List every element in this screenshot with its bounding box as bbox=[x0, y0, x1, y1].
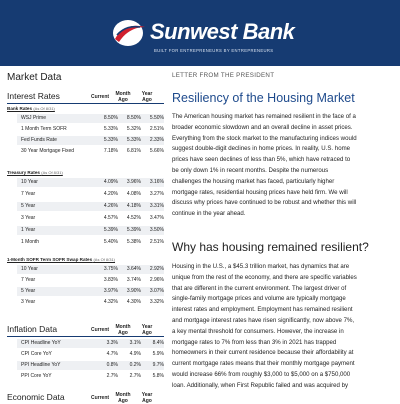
paragraph-line: The American housing market has remained resilient in the face of a bbox=[172, 113, 356, 120]
brand-name: Sunwest Bank bbox=[150, 19, 295, 44]
month-ago-value: 4.52% bbox=[126, 215, 141, 221]
current-value: 4.57% bbox=[103, 215, 118, 221]
paragraph-line: Everything from the stock market to the manufacturing indices would bbox=[172, 134, 357, 142]
col-month-header: Month Ago bbox=[115, 324, 131, 336]
paragraph-line: and mortgage interest rates have risen significantly, now above 7%, bbox=[172, 316, 355, 324]
table-row bbox=[17, 178, 164, 187]
paragraph-line: challenges the housing market has faced, particularly higher bbox=[172, 177, 335, 185]
economic-data-title: Economic Data bbox=[7, 392, 65, 402]
month-ago-value: 8.50% bbox=[126, 115, 141, 121]
table-row bbox=[17, 361, 164, 370]
paragraph-line: would increase 66% from roughly $3,000 to $5,000 on a $750,000 bbox=[172, 370, 351, 378]
current-value: 5.40% bbox=[103, 239, 118, 245]
section-divider bbox=[7, 336, 164, 337]
table-row bbox=[17, 136, 164, 145]
row-label: 5 Year bbox=[21, 203, 36, 209]
col-month-header: Month Ago bbox=[115, 392, 131, 404]
table-row bbox=[17, 202, 164, 211]
paragraph-line: unique from the rest of the economy, and there are specific variables bbox=[172, 273, 357, 281]
year-ago-value: 5.50% bbox=[149, 115, 164, 121]
table-row bbox=[17, 190, 164, 199]
current-value: 4.32% bbox=[103, 299, 118, 305]
interest-rates-title: Interest Rates bbox=[7, 91, 60, 101]
row-label: PPI Headline YoY bbox=[21, 362, 61, 368]
year-ago-value: 5.8% bbox=[152, 373, 164, 379]
row-label: 30 Year Mortgage Fixed bbox=[21, 148, 75, 154]
table-row bbox=[17, 350, 164, 359]
table-row bbox=[17, 339, 164, 348]
month-ago-value: 4.9% bbox=[129, 351, 141, 357]
market-data-panel bbox=[0, 66, 164, 404]
year-ago-value: 2.51% bbox=[149, 239, 164, 245]
article-title: Resiliency of the Housing Market bbox=[172, 91, 355, 105]
paragraph-line: prices have seen declines of less than 5%, which have retraced to bbox=[172, 156, 351, 164]
logo[interactable] bbox=[112, 18, 302, 58]
paragraph-line: be only down 1% in recent months. Despite the numerous bbox=[172, 166, 329, 174]
row-label: CPI Headline YoY bbox=[21, 340, 61, 346]
row-label: PPI Core YoY bbox=[21, 373, 52, 379]
bank-rates-label: Bank Rates bbox=[7, 106, 33, 111]
row-label: 1 Month bbox=[21, 239, 40, 245]
article-subtitle: Why has housing remained resilient? bbox=[172, 240, 369, 254]
table-row bbox=[17, 226, 164, 235]
year-ago-value: 3.50% bbox=[149, 227, 164, 233]
table-row bbox=[17, 298, 164, 307]
table-row bbox=[17, 265, 164, 274]
row-label: 7 Year bbox=[21, 277, 36, 283]
month-ago-value: 3.90% bbox=[126, 288, 141, 294]
current-value: 0.8% bbox=[106, 362, 118, 368]
current-value: 5.33% bbox=[103, 137, 118, 143]
table-row bbox=[17, 238, 164, 247]
treasury-rates-label: Treasury Rates bbox=[7, 170, 40, 175]
paragraph-line: suggest double-digit declines in home prices. In reality, U.S. home bbox=[172, 145, 351, 153]
paragraph-line: discuss why prices have continued to be robust and whether this will bbox=[172, 199, 357, 207]
current-value: 3.97% bbox=[103, 288, 118, 294]
month-ago-value: 5.39% bbox=[126, 227, 141, 233]
year-ago-value: 2.96% bbox=[149, 277, 164, 283]
bank-rates-heading bbox=[7, 106, 55, 111]
paragraph-line: loan. Additionally, when First Republic failed and was acquired by bbox=[172, 381, 349, 389]
article-paragraph-1 bbox=[172, 112, 400, 220]
table-row bbox=[17, 372, 164, 381]
paragraph-line: current mortgage rates means that their monthly mortgage payment bbox=[172, 360, 355, 368]
month-ago-value: 3.64% bbox=[126, 266, 141, 272]
current-value: 3.3% bbox=[106, 340, 118, 346]
swoosh-logo-icon bbox=[112, 18, 146, 48]
row-label: 1 Month Term SOFR bbox=[21, 126, 67, 132]
month-ago-value: 4.30% bbox=[126, 299, 141, 305]
paragraph-line: Housing in the U.S., a $45.3 trillion market, has dynamics that are bbox=[172, 263, 350, 270]
treasury-rates-heading bbox=[7, 170, 63, 175]
year-ago-value: 5.66% bbox=[149, 148, 164, 154]
col-current-header: Current bbox=[91, 327, 110, 333]
current-value: 5.39% bbox=[103, 227, 118, 233]
month-ago-value: 2.7% bbox=[129, 373, 141, 379]
col-current-header: Current bbox=[91, 395, 110, 401]
table-row bbox=[17, 276, 164, 285]
current-value: 2.7% bbox=[106, 373, 118, 379]
paragraph-line: mortgage rates, residential housing prices have held firm. We will bbox=[172, 188, 348, 196]
month-ago-value: 3.74% bbox=[126, 277, 141, 283]
col-year-header: Year Ago bbox=[141, 392, 153, 404]
col-year-header: Year Ago bbox=[141, 91, 153, 103]
paragraph-line: broader economic slowdown and an overall decline in asset prices. bbox=[172, 123, 353, 131]
month-ago-value: 3.96% bbox=[126, 179, 141, 185]
table-row bbox=[17, 214, 164, 223]
current-value: 5.33% bbox=[103, 126, 118, 132]
year-ago-value: 3.32% bbox=[149, 299, 164, 305]
table-row bbox=[17, 147, 164, 156]
paragraph-line: homeowners in their current residence because their affordability at bbox=[172, 349, 354, 357]
header-banner bbox=[0, 0, 400, 66]
month-ago-value: 4.08% bbox=[126, 191, 141, 197]
row-label: 3 Year bbox=[21, 299, 36, 305]
row-label: Fed Funds Rate bbox=[21, 137, 57, 143]
year-ago-value: 2.51% bbox=[149, 126, 164, 132]
row-label: WSJ Prime bbox=[21, 115, 46, 121]
row-label: CPI Core YoY bbox=[21, 351, 52, 357]
current-value: 3.75% bbox=[103, 266, 118, 272]
paragraph-line: interest rates and employment. Employment has remained resilient bbox=[172, 306, 353, 314]
current-value: 7.18% bbox=[103, 148, 118, 154]
col-year-header: Year Ago bbox=[141, 324, 153, 336]
row-label: 10 Year bbox=[21, 179, 38, 185]
paragraph-line: continue in the year ahead. bbox=[172, 210, 246, 218]
year-ago-value: 3.47% bbox=[149, 215, 164, 221]
letter-label: LETTER FROM THE PRESIDENT bbox=[172, 72, 275, 79]
month-ago-value: 5.32% bbox=[126, 126, 141, 132]
as-of-date: (As Of 8/31) bbox=[41, 170, 63, 175]
year-ago-value: 5.9% bbox=[152, 351, 164, 357]
letter-panel bbox=[172, 66, 400, 400]
section-divider bbox=[7, 103, 164, 104]
year-ago-value: 2.33% bbox=[149, 137, 164, 143]
as-of-date: (As Of 8/31) bbox=[93, 257, 116, 262]
current-value: 4.26% bbox=[103, 203, 118, 209]
swap-rates-heading bbox=[7, 257, 115, 262]
swap-rates-label: 1-Month SOFR Term SOFR Swap Rates bbox=[7, 257, 93, 262]
month-ago-value: 6.81% bbox=[126, 148, 141, 154]
month-ago-value: 0.2% bbox=[129, 362, 141, 368]
col-month-header: Month Ago bbox=[115, 91, 131, 103]
year-ago-value: 3.31% bbox=[149, 203, 164, 209]
table-row bbox=[17, 114, 164, 123]
table-row bbox=[17, 125, 164, 134]
market-data-title: Market Data bbox=[7, 72, 62, 83]
paragraph-line: a key mental threshold for consumers. However, the increase in bbox=[172, 327, 344, 335]
article-paragraph-2 bbox=[172, 262, 400, 392]
year-ago-value: 3.27% bbox=[149, 191, 164, 197]
year-ago-value: 9.7% bbox=[152, 362, 164, 368]
current-value: 4.7% bbox=[106, 351, 118, 357]
year-ago-value: 3.07% bbox=[149, 288, 164, 294]
col-current-header: Current bbox=[91, 94, 110, 100]
as-of-date: (As Of 8/31) bbox=[33, 106, 55, 111]
month-ago-value: 5.38% bbox=[126, 239, 141, 245]
month-ago-value: 5.33% bbox=[126, 137, 141, 143]
row-label: 5 Year bbox=[21, 288, 36, 294]
row-label: 10 Year bbox=[21, 266, 38, 272]
inflation-data-title: Inflation Data bbox=[7, 324, 58, 334]
paragraph-line: mortgage rates to 7% from less than 3% in 2021 has trapped bbox=[172, 338, 337, 346]
month-ago-value: 4.18% bbox=[126, 203, 141, 209]
current-value: 8.50% bbox=[103, 115, 118, 121]
current-value: 4.09% bbox=[103, 179, 118, 185]
year-ago-value: 3.16% bbox=[149, 179, 164, 185]
current-value: 4.20% bbox=[103, 191, 118, 197]
paragraph-line: that are different in the current environment. The largest driver of bbox=[172, 284, 347, 292]
year-ago-value: 8.4% bbox=[152, 340, 164, 346]
year-ago-value: 2.92% bbox=[149, 266, 164, 272]
paragraph-line: single-family mortgage prices and volume are typically mortgage bbox=[172, 295, 346, 303]
row-label: 1 Year bbox=[21, 227, 36, 233]
current-value: 3.83% bbox=[103, 277, 118, 283]
row-label: 3 Year bbox=[21, 215, 36, 221]
brand-tagline: BUILT FOR ENTREPRENEURS BY ENTREPRENEURS bbox=[154, 48, 274, 53]
row-label: 7 Year bbox=[21, 191, 36, 197]
month-ago-value: 3.1% bbox=[129, 340, 141, 346]
table-row bbox=[17, 287, 164, 296]
